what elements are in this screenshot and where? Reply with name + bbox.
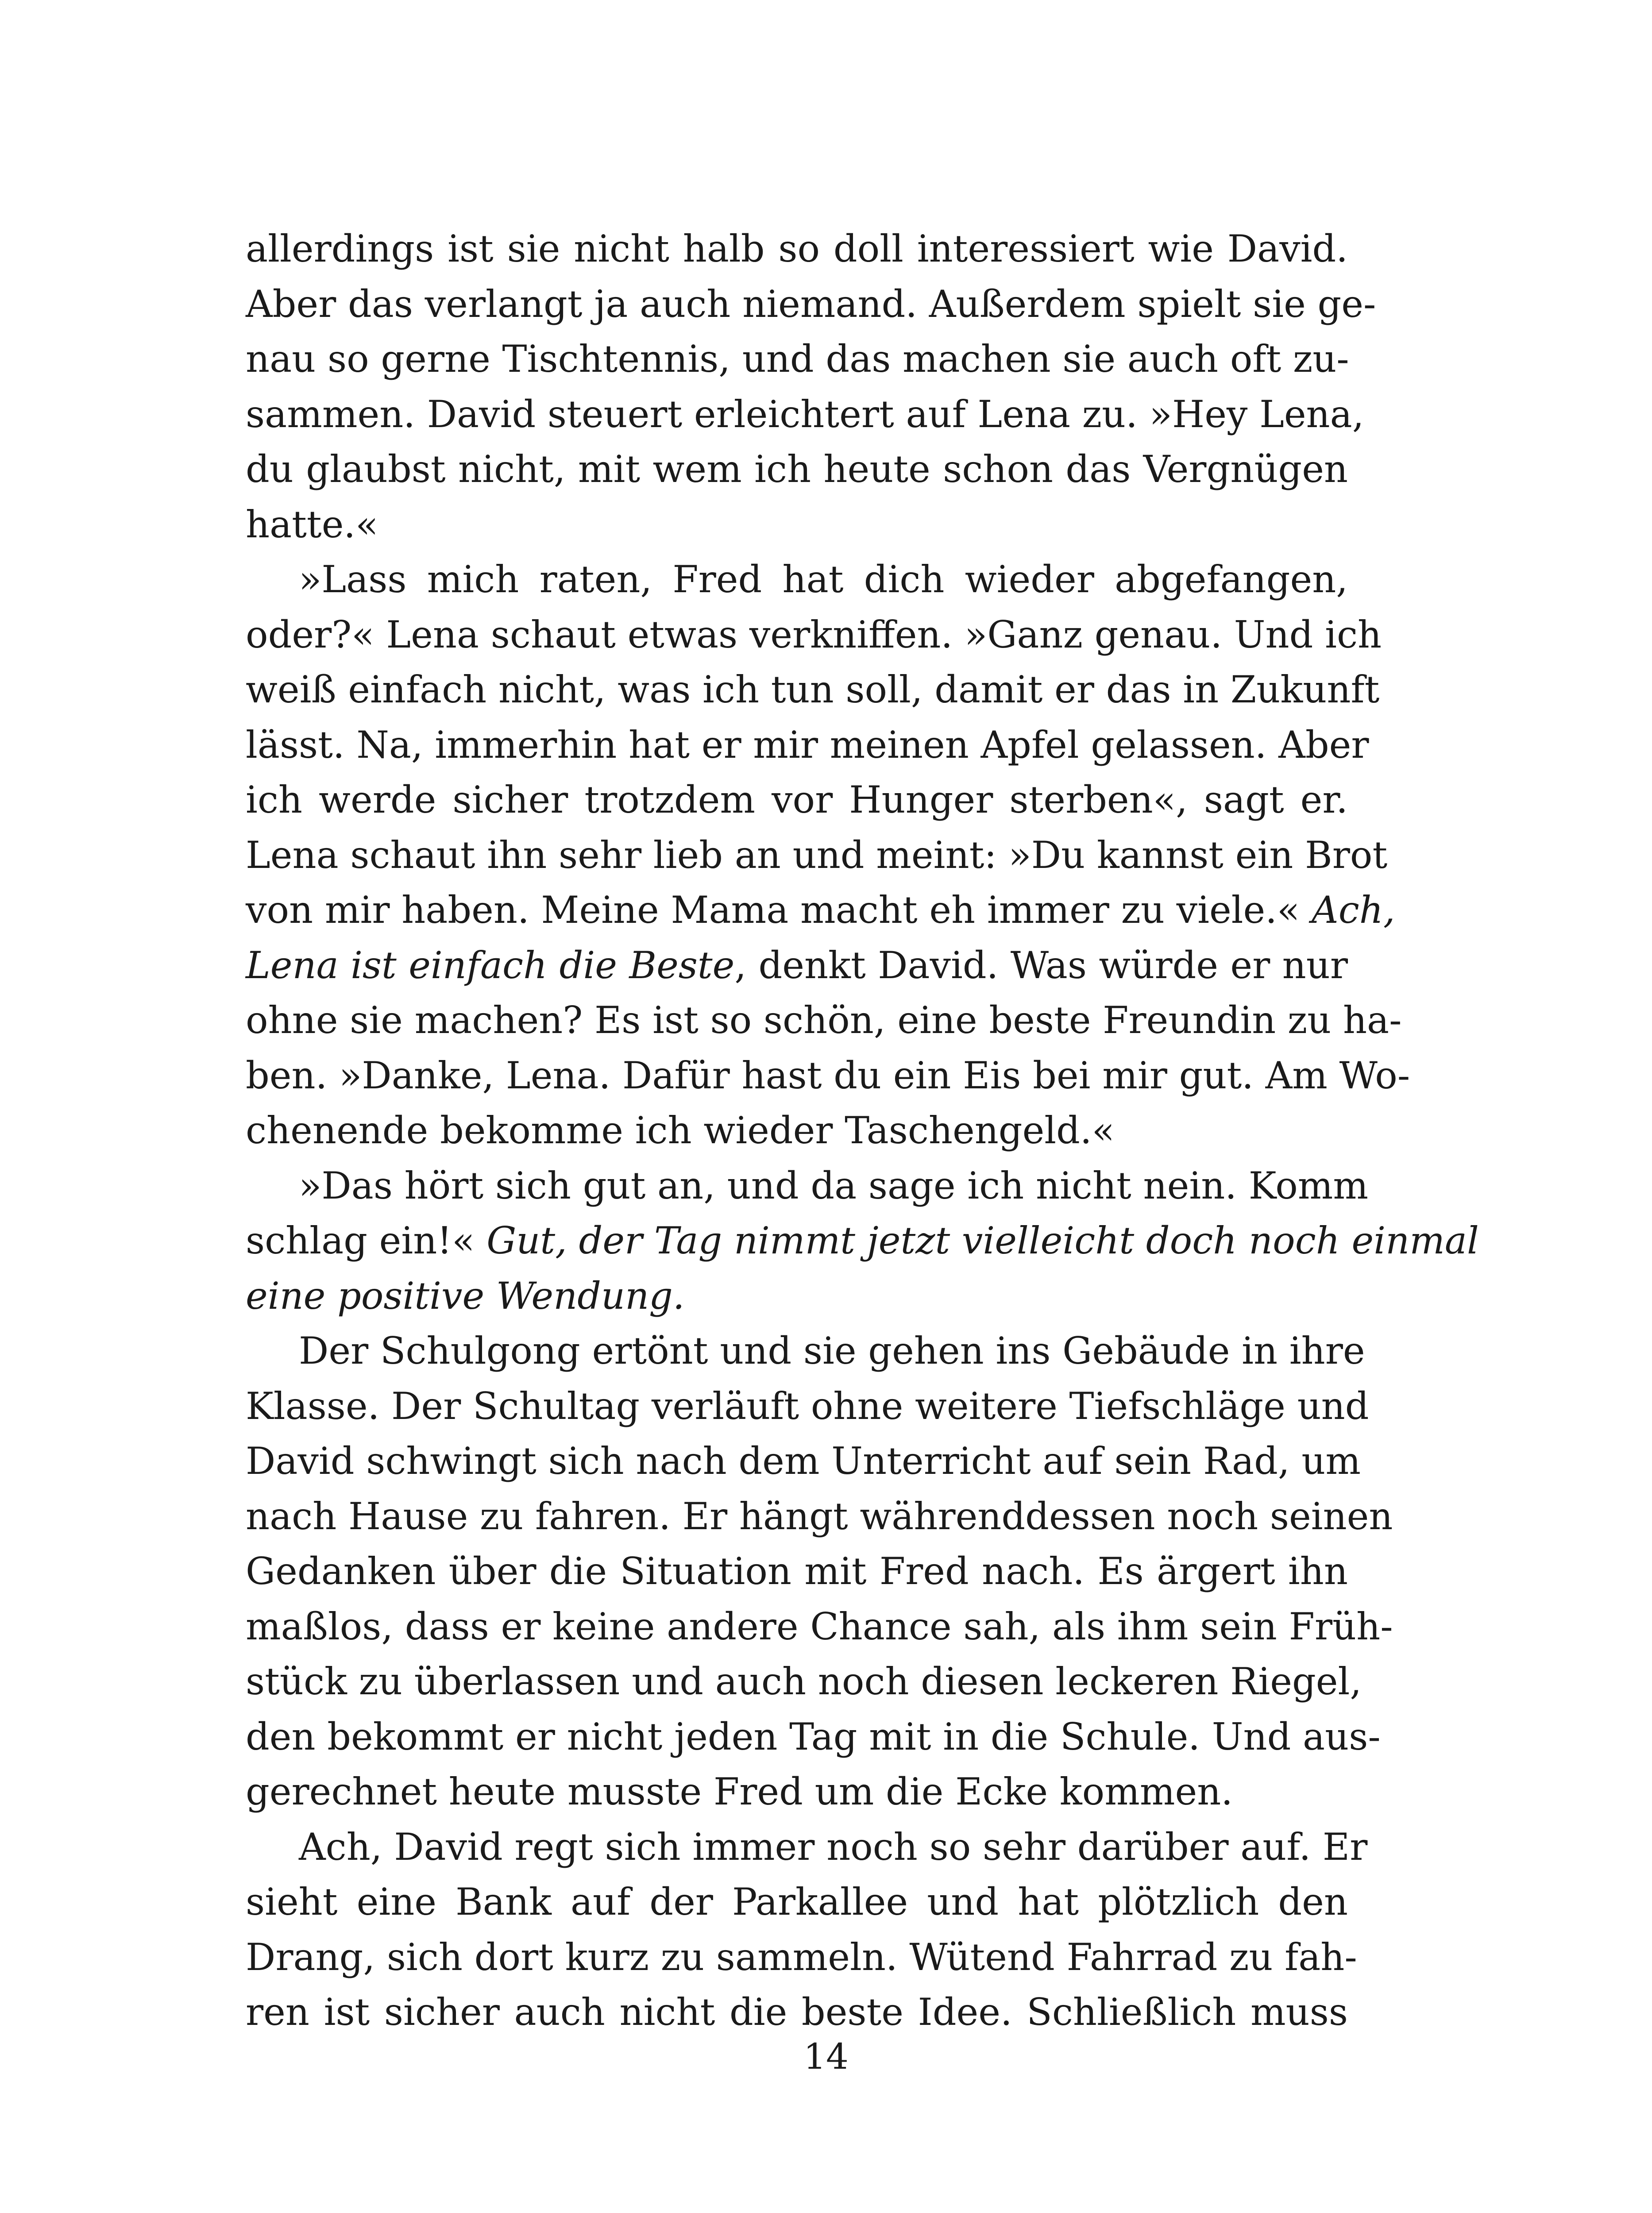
italic-segment: Ach, bbox=[1312, 888, 1395, 932]
text-line: maßlos, dass er keine andere Chance sah, als ihm sein Früh- bbox=[246, 1604, 1393, 1648]
text-line bbox=[246, 883, 1395, 938]
text-line: allerdings ist sie nicht halb so doll interessiert wie David. bbox=[246, 227, 1348, 270]
text-segment: schlag ein!« bbox=[246, 1219, 475, 1262]
text-segment: , denkt David. Was würde er nur bbox=[734, 943, 1348, 987]
text-line: chenende bekomme ich wieder Taschengeld.« bbox=[246, 1109, 1115, 1152]
text-line: Drang, sich dort kurz zu sammeln. Wütend Fahrrad zu fah- bbox=[246, 1935, 1357, 1979]
text-line: ren ist sicher auch nicht die beste Idee. Schließlich muss bbox=[246, 1990, 1348, 2034]
text-line: sammen. David steuert erleichtert auf Lena zu. »Hey Lena, bbox=[246, 392, 1364, 436]
text-line: nach Hause zu fahren. Er hängt währenddessen noch seinen bbox=[246, 1494, 1393, 1538]
text-line: stück zu überlassen und auch noch diesen leckeren Riegel, bbox=[246, 1660, 1362, 1703]
text-line: »Das hört sich gut an, und da sage ich nicht nein. Komm bbox=[299, 1164, 1369, 1207]
text-line: Gedanken über die Situation mit Fred nach. Es ärgert ihn bbox=[246, 1550, 1348, 1593]
text-line: oder?« Lena schaut etwas verkniffen. »Ganz genau. Und ich bbox=[246, 613, 1382, 656]
text-line bbox=[246, 1213, 1479, 1268]
text-line: du glaubst nicht, mit wem ich heute schon das Vergnügen bbox=[246, 447, 1348, 491]
text-line: Lena schaut ihn sehr lieb an und meint: »Du kannst ein Brot bbox=[246, 833, 1388, 877]
text-line: Ach, David regt sich immer noch so sehr darüber auf. Er bbox=[299, 1825, 1368, 1869]
text-line: ich werde sicher trotzdem vor Hunger sterben«, sagt er. bbox=[246, 778, 1348, 821]
text-line: ben. »Danke, Lena. Dafür hast du ein Eis bei mir gut. Am Wo- bbox=[246, 1053, 1410, 1097]
page-number: 14 bbox=[803, 2036, 849, 2077]
text-line: den bekommt er nicht jeden Tag mit in die Schule. Und aus- bbox=[246, 1715, 1381, 1758]
text-line: Der Schulgong ertönt und sie gehen ins Gebäude in ihre bbox=[299, 1329, 1365, 1373]
text-line: weiß einfach nicht, was ich tun soll, damit er das in Zukunft bbox=[246, 668, 1380, 711]
italic-segment: Lena ist einfach die Beste bbox=[246, 943, 735, 987]
text-line bbox=[246, 938, 1348, 993]
italic-segment: Gut, der Tag nimmt jetzt vielleicht doch noch einmal bbox=[486, 1219, 1479, 1262]
text-line: gerechnet heute musste Fred um die Ecke kommen. bbox=[246, 1770, 1233, 1813]
text-line: nau so gerne Tischtennis, und das machen sie auch oft zu- bbox=[246, 337, 1349, 381]
body-text bbox=[246, 221, 1479, 2040]
italic-segment: eine positive Wendung. bbox=[246, 1274, 685, 1318]
text-line: Klasse. Der Schultag verläuft ohne weitere Tiefschläge und bbox=[246, 1384, 1369, 1428]
text-line: lässt. Na, immerhin hat er mir meinen Apfel gelassen. Aber bbox=[246, 723, 1369, 767]
text-line: hatte.« bbox=[246, 502, 378, 546]
text-line: Aber das verlangt ja auch niemand. Außerdem spielt sie ge- bbox=[246, 282, 1376, 326]
text-line: »Lass mich raten, Fred hat dich wieder abgefangen, bbox=[299, 558, 1348, 601]
text-line: sieht eine Bank auf der Parkallee und hat plötzlich den bbox=[246, 1880, 1348, 1924]
text-line bbox=[246, 1268, 1348, 1324]
text-line: David schwingt sich nach dem Unterricht auf sein Rad, um bbox=[246, 1439, 1361, 1483]
text-segment: von mir haben. Meine Mama macht eh immer zu viele.« bbox=[246, 888, 1300, 932]
text-line: ohne sie machen? Es ist so schön, eine beste Freundin zu ha- bbox=[246, 999, 1402, 1042]
